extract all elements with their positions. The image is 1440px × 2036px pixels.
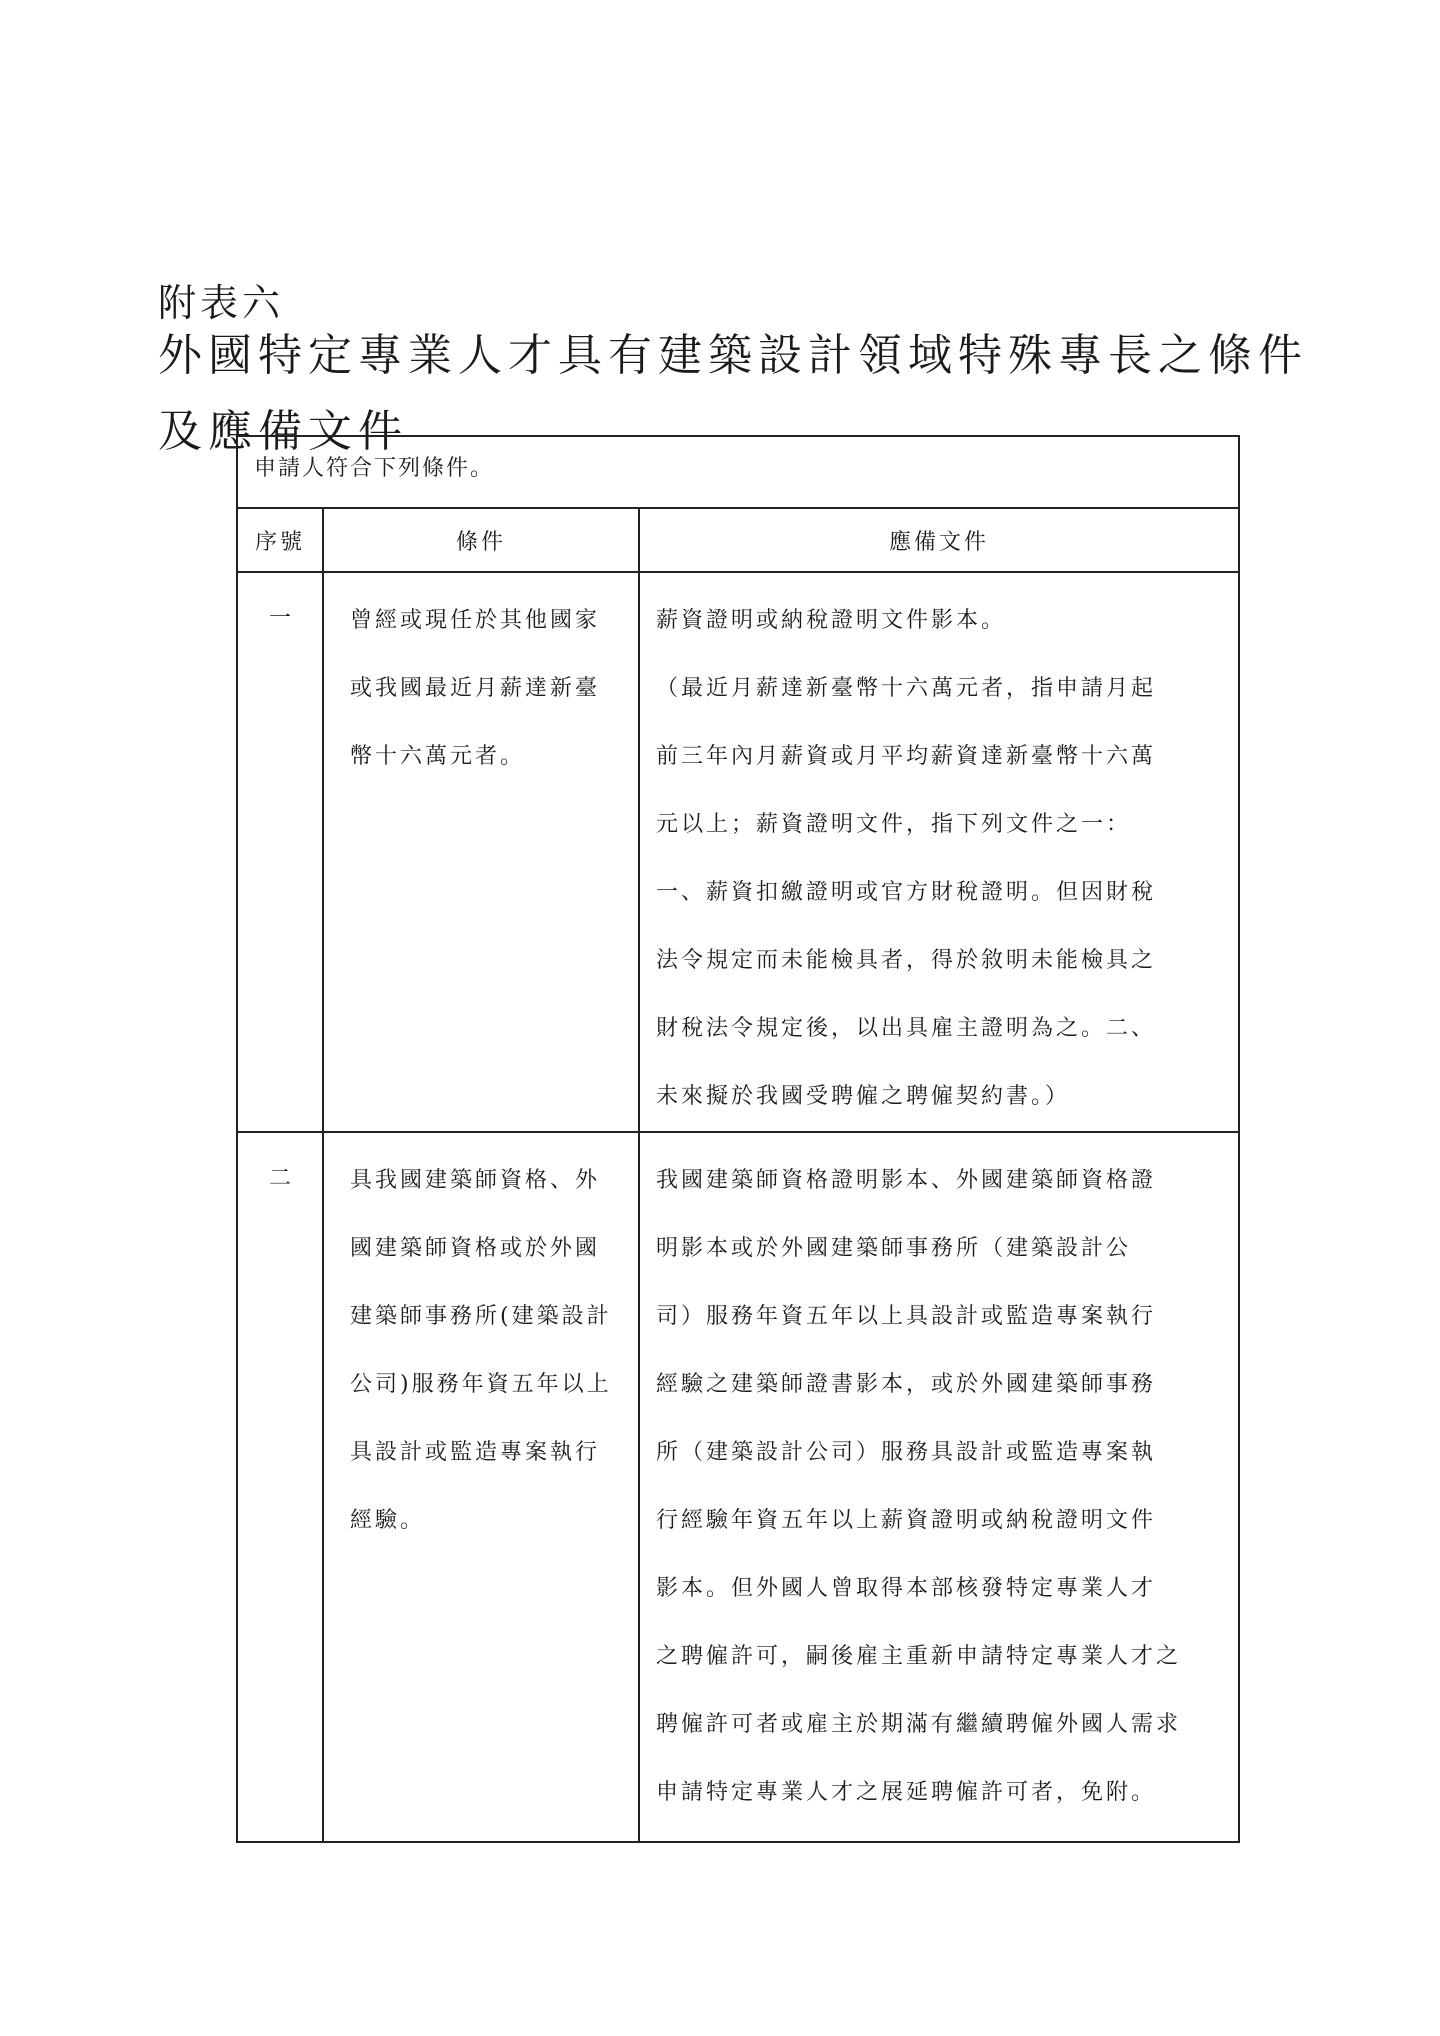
document-line: 司）服務年資五年以上具設計或監造專案執行 bbox=[656, 1304, 1157, 1329]
table-intro: 申請人符合下列條件。 bbox=[237, 436, 1239, 508]
row-documents bbox=[639, 1132, 1239, 1842]
condition-line: 公司)服務年資五年以上 bbox=[350, 1372, 612, 1397]
document-line: 我國建築師資格證明影本、外國建築師資格證 bbox=[656, 1168, 1157, 1193]
title-line: 外國特定專業人才具有建築設計領域特殊專長之條件 bbox=[158, 330, 1308, 381]
document-line: 申請特定專業人才之展延聘僱許可者，免附。 bbox=[656, 1780, 1157, 1805]
condition-line: 具我國建築師資格、外 bbox=[350, 1168, 601, 1193]
requirements-table bbox=[236, 435, 1240, 1843]
title-line: 及應備文件 bbox=[158, 406, 408, 457]
condition-line: 具設計或監造專案執行 bbox=[350, 1440, 601, 1465]
table-header-row bbox=[237, 508, 1239, 572]
document-line: 元以上；薪資證明文件，指下列文件之一： bbox=[656, 812, 1132, 837]
condition-line: 或我國最近月薪達新臺 bbox=[350, 676, 601, 701]
document-line: 所（建築設計公司）服務具設計或監造專案執 bbox=[656, 1440, 1157, 1465]
document-line: 經驗之建築師證書影本，或於外國建築師事務 bbox=[656, 1372, 1157, 1397]
header-documents: 應備文件 bbox=[639, 508, 1239, 572]
table-row bbox=[237, 572, 1239, 1132]
condition-line: 幣十六萬元者。 bbox=[350, 744, 526, 769]
document-line: 行經驗年資五年以上薪資證明或納稅證明文件 bbox=[656, 1508, 1157, 1533]
document-line: 前三年內月薪資或月平均薪資達新臺幣十六萬 bbox=[656, 744, 1157, 769]
document-line: 一、薪資扣繳證明或官方財稅證明。但因財稅 bbox=[656, 880, 1157, 905]
condition-line: 建築師事務所(建築設計 bbox=[350, 1304, 612, 1329]
document-line: 財稅法令規定後，以出具雇主證明為之。二、 bbox=[656, 1016, 1157, 1041]
table-row bbox=[237, 1132, 1239, 1842]
document-line: 明影本或於外國建築師事務所（建築設計公 bbox=[656, 1236, 1132, 1261]
row-condition bbox=[323, 572, 639, 1132]
document-line: 聘僱許可者或雇主於期滿有繼續聘僱外國人需求 bbox=[656, 1712, 1182, 1737]
document-line: 未來擬於我國受聘僱之聘僱契約書。） bbox=[656, 1084, 1071, 1109]
document-line: 法令規定而未能檢具者，得於敘明未能檢具之 bbox=[656, 948, 1157, 973]
document-line: 影本。但外國人曾取得本部核發特定專業人才 bbox=[656, 1576, 1157, 1601]
appendix-label: 附表六 bbox=[158, 281, 285, 325]
header-seq: 序號 bbox=[237, 508, 323, 572]
row-documents bbox=[639, 572, 1239, 1132]
condition-line: 國建築師資格或於外國 bbox=[350, 1236, 601, 1261]
row-seq: 二 bbox=[237, 1132, 323, 1842]
document-line: 之聘僱許可，嗣後雇主重新申請特定專業人才之 bbox=[656, 1644, 1182, 1669]
document-line: （最近月薪達新臺幣十六萬元者，指申請月起 bbox=[656, 676, 1157, 701]
row-condition bbox=[323, 1132, 639, 1842]
row-seq: 一 bbox=[237, 572, 323, 1132]
condition-line: 經驗。 bbox=[350, 1508, 426, 1533]
header-condition: 條件 bbox=[323, 508, 639, 572]
condition-line: 曾經或現任於其他國家 bbox=[350, 608, 601, 633]
document-line: 薪資證明或納稅證明文件影本。 bbox=[656, 608, 1007, 633]
